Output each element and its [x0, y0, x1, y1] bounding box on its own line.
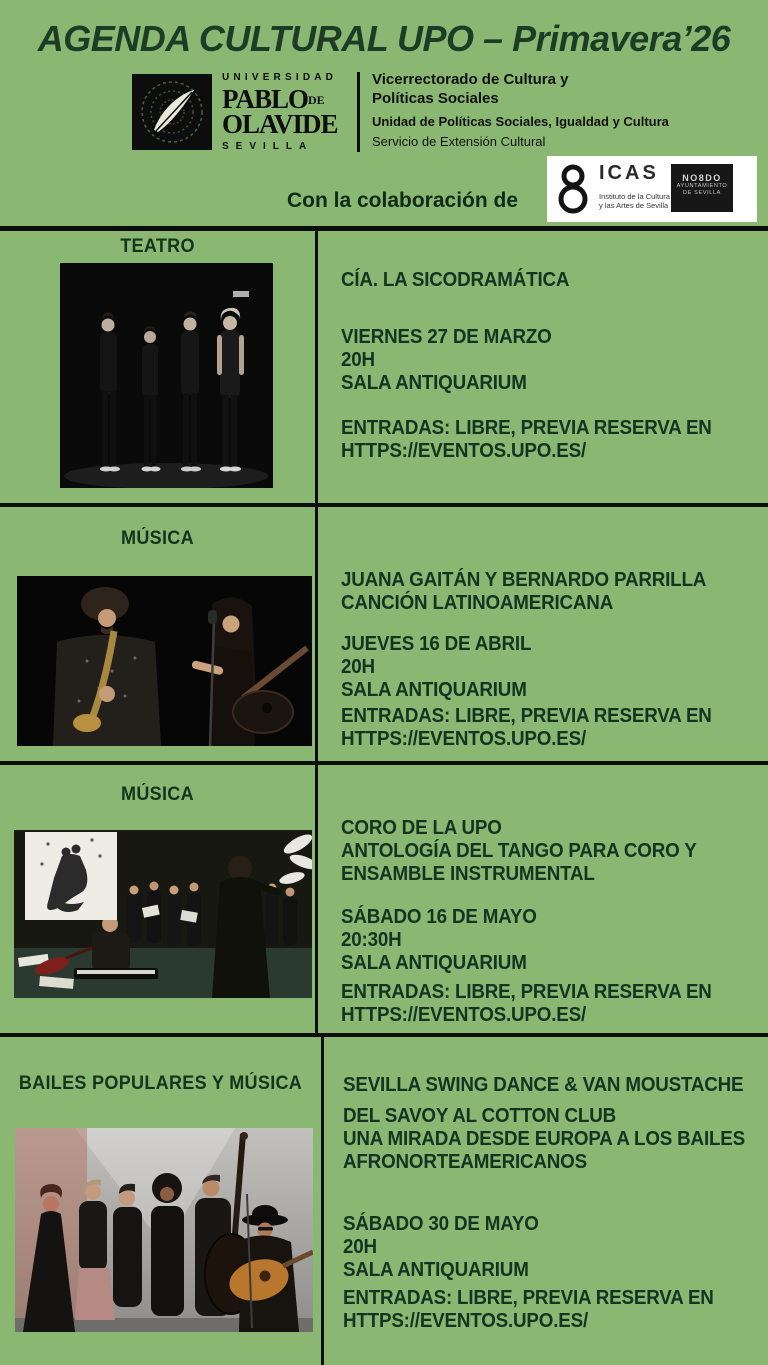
event-title	[343, 1074, 743, 1097]
event-date: SÁBADO 30 DE MAYO	[343, 1213, 539, 1235]
event-title	[341, 269, 569, 292]
collaboration-label: Con la colaboración de	[287, 189, 519, 212]
event-schedule	[341, 326, 552, 395]
partner-logos-box	[547, 156, 757, 222]
column-divider-2	[315, 507, 318, 765]
divider-top	[0, 226, 768, 231]
event-venue: SALA ANTIQUARIUM	[341, 952, 527, 974]
event-schedule	[341, 906, 537, 975]
event-schedule	[343, 1213, 539, 1282]
icas-subtitle-line2: y las Artes de Sevilla	[599, 201, 669, 210]
upo-logo-icon	[132, 74, 212, 150]
event-venue: SALA ANTIQUARIUM	[343, 1259, 529, 1281]
event-tickets	[343, 1287, 714, 1333]
event-tickets	[341, 705, 712, 751]
event-subtitle-line: DEL SAVOY AL COTTON CLUB	[343, 1105, 616, 1127]
dept-line1: Vicerrectorado de Cultura y	[372, 71, 569, 88]
column-divider-1	[315, 226, 318, 507]
tickets-info: ENTRADAS: LIBRE, PREVIA RESERVA EN	[341, 705, 712, 727]
event-subtitle-line: UNA MIRADA DESDE EUROPA A LOS BAILES	[343, 1128, 745, 1150]
section-category-musica-1: MÚSICA	[121, 528, 194, 549]
event-title	[341, 569, 706, 615]
event-date: VIERNES 27 DE MARZO	[341, 326, 552, 348]
event-title-line: ENSAMBLE INSTRUMENTAL	[341, 863, 595, 885]
event-date: SÁBADO 16 DE MAYO	[341, 906, 537, 928]
event-tickets	[341, 981, 712, 1027]
tickets-url[interactable]: HTTPS://EVENTOS.UPO.ES/	[343, 1310, 589, 1332]
ayuntamiento-line1: AYUNTAMIENTO	[676, 183, 728, 189]
event-venue: SALA ANTIQUARIUM	[341, 372, 527, 394]
icas-subtitle	[599, 192, 670, 210]
dept-line4: Servicio de Extensión Cultural	[372, 134, 546, 149]
divider-1	[0, 503, 768, 507]
icas-eight-icon	[555, 163, 591, 220]
upo-pablo-label: PABLO	[222, 84, 309, 114]
divider-3	[0, 1033, 768, 1037]
column-divider-3	[315, 765, 318, 1037]
icas-logo-label: ICAS	[599, 162, 659, 184]
section-category-teatro: TEATRO	[120, 236, 195, 257]
event-tickets	[341, 417, 712, 463]
event-schedule	[341, 633, 531, 702]
dept-line3: Unidad de Políticas Sociales, Igualdad y Cultura	[372, 114, 669, 129]
event-time: 20H	[341, 349, 375, 371]
department-block	[372, 70, 669, 149]
nodo-label: NO8DO	[682, 173, 722, 183]
tickets-info: ENTRADAS: LIBRE, PREVIA RESERVA EN	[343, 1287, 714, 1309]
musica-duo-photo	[17, 576, 312, 746]
swing-band-photo	[15, 1128, 313, 1332]
section-category-bailes: BAILES POPULARES Y MÚSICA	[18, 1073, 303, 1094]
ayuntamiento-line2: DE SEVILLA	[682, 190, 722, 196]
upo-wordmark	[222, 72, 354, 152]
icas-subtitle-line1: Instituto de la Cultura	[599, 192, 670, 201]
event-title	[341, 817, 697, 886]
section-category-musica-2: MÚSICA	[121, 784, 194, 805]
upo-olavide-label: OLAVIDE	[222, 109, 338, 139]
event-title-line: CÍA. LA SICODRAMÁTICA	[341, 269, 570, 291]
event-venue: SALA ANTIQUARIUM	[341, 679, 527, 701]
event-title-line: CANCIÓN LATINOAMERICANA	[341, 592, 614, 614]
event-subtitle	[343, 1105, 745, 1174]
header-divider-bar	[357, 72, 360, 152]
tickets-info: ENTRADAS: LIBRE, PREVIA RESERVA EN	[341, 417, 712, 439]
upo-sevilla-label: SEVILLA	[222, 141, 314, 152]
event-title-line: JUANA GAITÁN Y BERNARDO PARRILLA	[341, 569, 707, 591]
page-title: AGENDA CULTURAL UPO – Primavera’26	[37, 18, 731, 59]
tickets-url[interactable]: HTTPS://EVENTOS.UPO.ES/	[341, 728, 587, 750]
event-time: 20:30H	[341, 929, 402, 951]
event-title-line: SEVILLA SWING DANCE & VAN MOUSTACHE	[343, 1074, 744, 1096]
event-title-line: ANTOLOGÍA DEL TANGO PARA CORO Y	[341, 840, 697, 862]
ayuntamiento-sevilla-logo	[671, 164, 733, 212]
event-subtitle-line: AFRONORTEAMERICANOS	[343, 1151, 587, 1173]
coro-photo	[14, 830, 312, 998]
event-time: 20H	[341, 656, 375, 678]
event-title-line: CORO DE LA UPO	[341, 817, 502, 839]
upo-name-lines	[222, 84, 354, 139]
tickets-url[interactable]: HTTPS://EVENTOS.UPO.ES/	[341, 1004, 587, 1026]
dept-line2: Políticas Sociales	[372, 90, 499, 107]
event-time: 20H	[343, 1236, 377, 1258]
column-divider-4	[321, 1037, 324, 1365]
event-date: JUEVES 16 DE ABRIL	[341, 633, 532, 655]
upo-de-label: DE	[308, 93, 325, 107]
tickets-info: ENTRADAS: LIBRE, PREVIA RESERVA EN	[341, 981, 712, 1003]
teatro-photo	[60, 263, 273, 488]
divider-2	[0, 761, 768, 765]
tickets-url[interactable]: HTTPS://EVENTOS.UPO.ES/	[341, 440, 587, 462]
upo-universidad-label: UNIVERSIDAD	[222, 72, 338, 83]
